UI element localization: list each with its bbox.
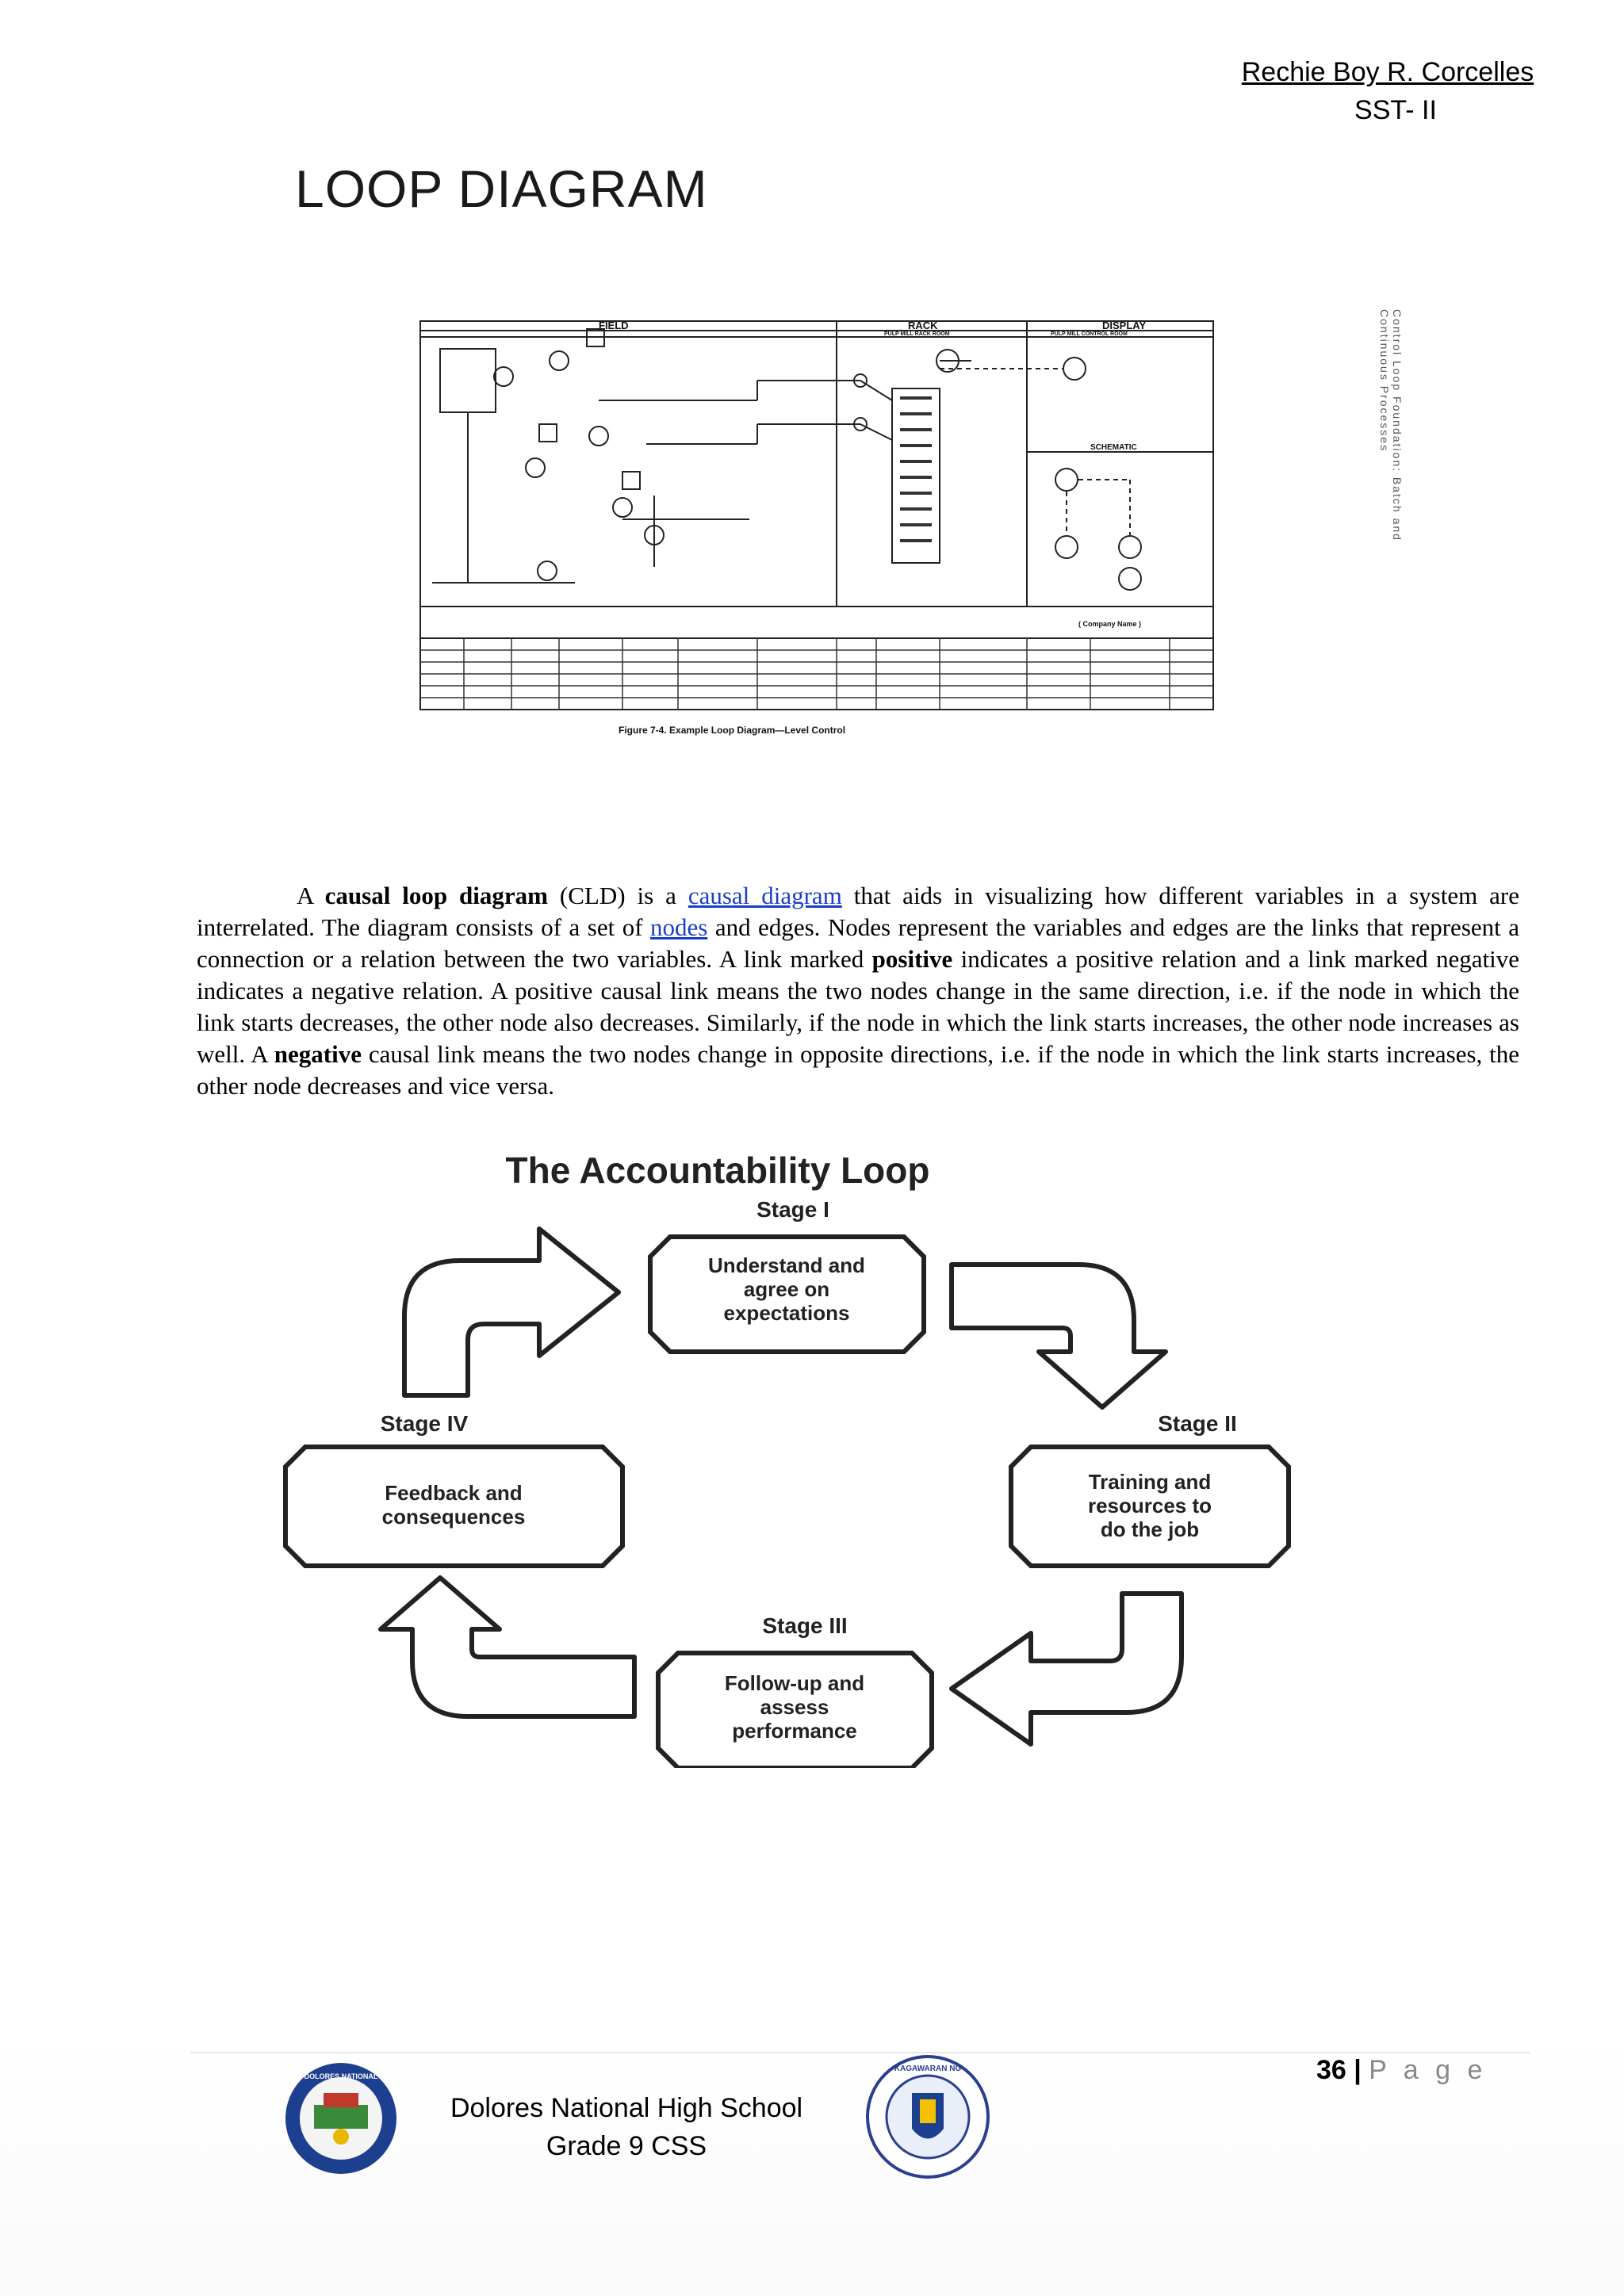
- footer-divider: [190, 2052, 1530, 2053]
- deped-seal-logo: [864, 2053, 991, 2180]
- stage-2-text-1: Training and: [1088, 1470, 1212, 1494]
- stage-3-text-1: Follow-up and: [724, 1671, 865, 1695]
- side-caption: Control Loop Foundation: Batch and Continuous Processes: [1378, 309, 1404, 541]
- company-label: ( Company Name ): [1078, 620, 1142, 628]
- page-word: P a g e: [1369, 2055, 1488, 2085]
- body-paragraph: A causal loop diagram (CLD) is a causal diagram that aids in visualizing how different variables in a system are interrelated. The diagram consists of a set of nodes and edges. Nodes represent the variables and edges are the links that represent a connection or a relation between the two variables. A link marked positive indicates a positive relation and a link marked negative indicates a negative relation. A positive causal link means the two nodes change in the same direction, i.e. if the node in which the link starts decreases, the other node also decreases. Similarly, if the node in which the link starts increases, the other node increases as well. A negative causal link means the two nodes change in opposite directions, i.e. if the node in which the link starts increases, the other node decreases and vice versa.: [197, 882, 1519, 1100]
- stage-1-text-1: Understand and: [708, 1253, 865, 1277]
- arrow-stage3-to-stage4: [381, 1578, 634, 1716]
- loop-diagram-title: LOOP DIAGRAM: [295, 159, 708, 218]
- stage-2-label: Stage II: [1158, 1411, 1237, 1436]
- arrow-stage2-to-stage3: [952, 1594, 1182, 1744]
- term-causal-loop-diagram: causal loop diagram: [324, 882, 548, 909]
- stage-1-text-3: expectations: [723, 1301, 850, 1325]
- page-number-value: 36: [1316, 2055, 1346, 2085]
- stage-1-label: Stage I: [756, 1197, 829, 1222]
- grade-label: Grade 9 CSS: [546, 2131, 707, 2161]
- svg-text:KAGAWARAN NG: KAGAWARAN NG: [894, 2064, 962, 2073]
- author-name: Rechie Boy R. Corcelles: [1241, 57, 1534, 87]
- arrow-stage4-to-stage1: [404, 1229, 619, 1395]
- stage-1-text-2: agree on: [743, 1277, 830, 1301]
- school-name: Dolores National High School: [450, 2093, 803, 2123]
- svg-text:DOLORES NATIONAL: DOLORES NATIONAL: [304, 2072, 378, 2080]
- arrow-stage1-to-stage2: [952, 1265, 1166, 1407]
- stage-3-text-2: assess: [760, 1695, 829, 1719]
- term-positive: positive: [871, 945, 953, 973]
- stage-2-text-3: do the job: [1100, 1517, 1200, 1541]
- author-role: SST- II: [1354, 95, 1437, 125]
- rack-subheader: PULP MILL RACK ROOM: [884, 331, 950, 337]
- causal-diagram-link[interactable]: causal diagram: [688, 882, 842, 909]
- page-number: [1316, 2055, 1487, 2086]
- stage-3-label: Stage III: [762, 1613, 848, 1638]
- stage-3-text-3: performance: [732, 1719, 857, 1743]
- figure-caption: Figure 7-4. Example Loop Diagram—Level Control: [619, 725, 846, 736]
- display-header: DISPLAY: [1102, 320, 1147, 331]
- stage-4-label: Stage IV: [380, 1411, 469, 1436]
- stage-4-text-1: Feedback and: [385, 1481, 523, 1505]
- accountability-loop-figure: [270, 1134, 1356, 1768]
- loop-diagram-figure: [416, 313, 1217, 745]
- nodes-link[interactable]: nodes: [650, 913, 708, 941]
- rack-header: RACK: [908, 320, 938, 331]
- page-number-separator: |: [1354, 2055, 1362, 2085]
- stage-2-text-2: resources to: [1087, 1494, 1212, 1517]
- school-seal-logo: [284, 2061, 399, 2176]
- term-negative: negative: [274, 1040, 362, 1068]
- accountability-title: The Accountability Loop: [505, 1150, 930, 1191]
- display-subheader: PULP MILL CONTROL ROOM: [1051, 331, 1128, 337]
- school-info: [412, 2089, 841, 2165]
- schematic-label: SCHEMATIC: [1090, 443, 1137, 452]
- field-header: FIELD: [599, 320, 629, 331]
- stage-4-text-2: consequences: [381, 1505, 526, 1529]
